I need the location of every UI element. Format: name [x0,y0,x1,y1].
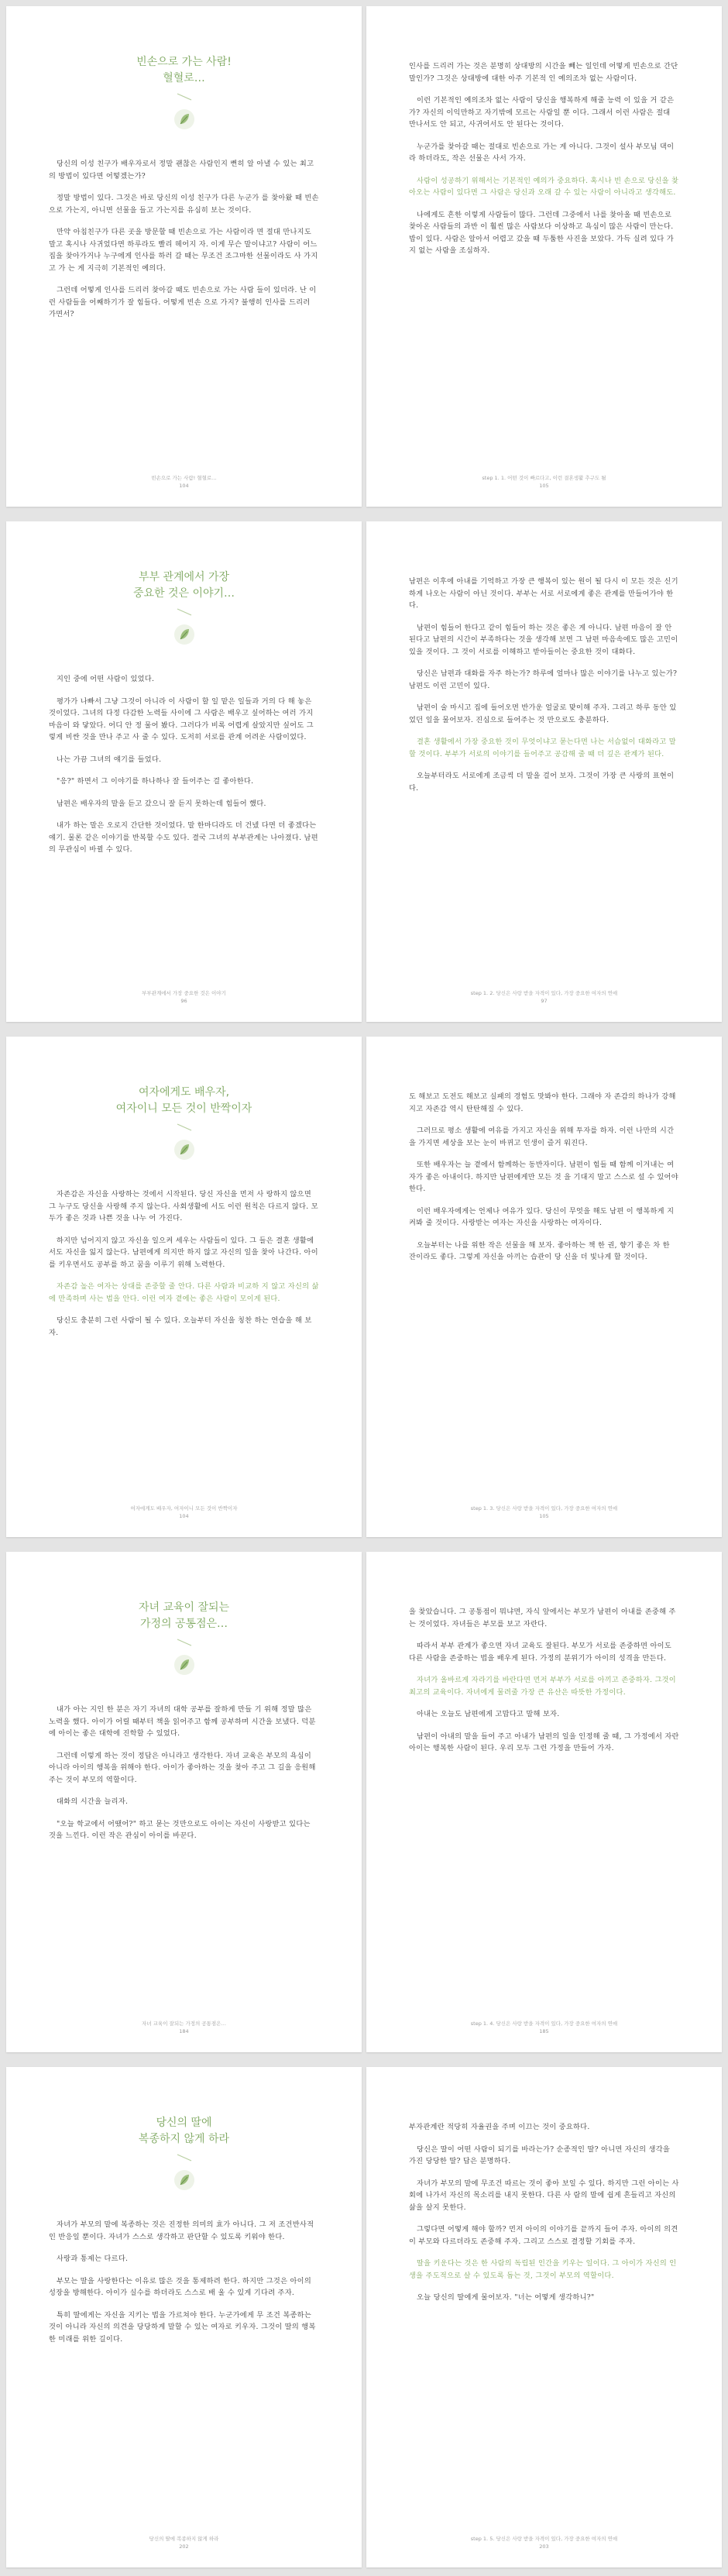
highlighted-paragraph: 결혼 생활에서 가장 중요한 것이 무엇이냐고 묻는다면 나는 서슴없이 대화라고 말할 것이다. 부부가 서로의 이야기를 들어주고 공감해 줄 때 더 깊은 관계가 된다. [409,738,676,758]
running-header: step 1. 2. 당신은 사랑 받을 자격이 있다, 가장 중요한 여자의 연애 [470,990,618,996]
title-divider-icon [173,2152,196,2163]
page-number: 104 [179,483,189,489]
paragraph: 그러므로 평소 생활에 여유를 가지고 자신을 위해 투자를 하자. 이런 나만의 시간을 가지면 세상을 보는 눈이 바뀌고 인생이 즐거 워진다. [409,1126,675,1147]
paragraph: 당신은 남편과 대화를 자주 하는가? 하루에 얼마나 많은 이야기를 나누고 있는가? 남편도 이런 고민이 있다. [409,669,678,690]
paragraph: 오늘 당신의 딸에게 물어보자. "너는 어떻게 생각하니?" [417,2293,595,2302]
paragraph: 자녀가 부모의 말에 복종하는 것은 진정한 의미의 효가 아니다. 그 저 조건반사적인 반응일 뿐이다. 자녀가 스스로 생각하고 판단할 수 있도록 키워야 한다. [49,2220,314,2241]
page-number: 105 [539,483,549,489]
paragraph: 누군가를 찾아갈 때는 절대로 빈손으로 가는 게 아니다. 그것이 설사 부모님 댁이라 하더라도, 작은 선물은 사서 가자. [409,142,675,163]
running-header: step 1. 5. 당신은 사랑 받을 자격이 있다, 가장 중요한 여자의 연애 [470,2536,618,2542]
book-spread [6,1552,722,2052]
paragraph: 당신은 딸이 어떤 사람이 되기를 바라는가? 순종적인 딸? 아니면 자신의 생각을 가진 당당한 딸? 답은 분명하다. [409,2144,671,2165]
paragraph: 오늘부터는 나를 위한 작은 선물을 해 보자. 좋아하는 책 한 권, 향기 좋은 차 한 잔이라도 좋다. 그렇게 자신을 아끼는 습관이 당 신을 더 빛나게 할 것이다. [409,1240,670,1261]
paragraph: 당신도 충분히 그런 사람이 될 수 있다. 오늘부터 자신을 칭찬 하는 연습을 해 보자. [49,1316,312,1337]
paragraph: 따라서 부부 관계가 좋으면 자녀 교육도 잘된다. 부모가 서로를 존중하면 아이도 다른 사람을 존중하는 법을 배우게 된다. 가정의 분위기가 아이의 성격을 만든다. [409,1642,672,1663]
left-page [6,6,362,507]
running-header: step 1. 1. 어떤 것이 빠르다고, 이런 결혼생활 추구도 될 [482,475,606,481]
paragraph: 그런데 어떻게 인사를 드리러 찾아갈 때도 빈손으로 가는 사람 들이 있더라. 난 이런 사람들을 어째하기가 잘 힘들다. 어떻게 빈손 으로 가지? 불행히 인사를 드리러 가면서? [49,286,317,318]
paragraph: 평가가 나빠서 그냥 그것이 아니라 이 사람이 할 일 맡은 일들과 거의 다 해 놓은 것이었다. 그녀의 다정 다감한 노력들 사이에 그 사람은 배우고 싶어하는 여러 가지 마음이 와 닿았다. 어디 안 정 물어 봤다. 그러다가 비록 어렵게 살았지만 싶어도 그렇게 비싼 것을 만나 주고 사 줄 수 있다. 도저히 서로를 관계 어려운 사람이었다. [49,696,314,741]
chapter-title [49,569,319,602]
paragraph: 지인 중에 어떤 사람이 있었다. [57,675,155,683]
right-page [366,1552,722,2052]
running-header: step 1. 3. 당신은 사랑 받을 자격이 있다, 가장 중요한 여자의 연애 [470,1505,618,1512]
page-footer [6,2535,362,2550]
highlighted-paragraph: 사람이 성공하기 위해서는 기본적인 예의가 중요하다. 혹시나 빈 손으로 당신을 찾아오는 사람이 있다면 그 사람은 당신과 오래 갈 수 있는 사람이 아니라고 생각해도. [409,176,679,197]
paragraph: 남편이 아내의 말을 들어 주고 아내가 남편의 일을 인정해 줄 때, 그 가정에서 자란 아이는 행복한 사람이 된다. 우리 모두 그런 가정을 만들어 가자. [409,1732,679,1752]
right-page [366,521,722,1022]
book-spread [6,1037,722,1537]
running-header: 당신의 딸에 복종하지 않게 하라 [149,2536,219,2542]
chapter-title [49,1085,319,1117]
paragraph: 부자관계란 적당히 자율권을 주며 이끄는 것이 중요하다. [409,2123,590,2131]
left-page [6,2067,362,2567]
chapter-title-line: 가정의 공통점은… [139,1618,228,1630]
highlighted-paragraph: 자녀가 올바르게 자라기를 바란다면 먼저 부부가 서로를 아끼고 존중하자. 그것이 최고의 교육이다. 자녀에게 물려줄 가장 큰 유산은 따뜻한 가정이다. [409,1676,676,1697]
book-spread [6,2067,722,2567]
paragraph: 하지만 넘어지지 않고 자신을 일으켜 세우는 사람들이 있다. 그 들은 결혼 생활에서도 자신을 잃지 않는다. 남편에게 의지만 하지 않고 자신의 일을 찾아 나간다. 아이를 키우면서도 공부를 하고 꿈을 이루기 위해 노력한다. [49,1236,318,1269]
page-number: 105 [539,1513,549,1519]
paragraph: 이런 배우자에게는 언제나 여유가 있다. 당신이 무엇을 해도 남편 이 행복하게 지켜봐 줄 것이다. 사랑받는 여자는 자신을 사랑하는 여자이다. [409,1206,675,1227]
chapter-title [49,2115,319,2148]
chapter-title-line: 여자에게도 배우자, [138,1086,230,1099]
paragraph: 자존감은 자신을 사랑하는 것에서 시작된다. 당신 자신을 먼저 사 랑하지 않으면 그 누구도 당신을 사랑해 주지 않는다. 사회생활에 서도 이런 원칙은 다르지 않다. 모두가 좋은 것과 나쁜 것을 나누 어 가진다. [49,1190,318,1223]
paragraph: 인사를 드리러 가는 것은 분명히 상대방의 시간을 빼는 일인데 어떻게 빈손으로 간단 말인가? 그것은 상대방에 대한 아주 기본적 인 예의조차 없는 사람이다. [409,62,678,83]
paragraph: 아내는 오늘도 남편에게 고맙다고 말해 보자. [417,1710,560,1718]
paragraph: 남편이 술 마시고 집에 들어오면 반가운 얼굴로 맞이해 주자. 그리고 하루 동안 있었던 일을 물어보자. 진심으로 들어주는 것 만으로도 충분하다. [409,703,677,724]
left-page [6,1037,362,1537]
page-footer [6,1505,362,1520]
paragraph: 그런데 이렇게 하는 것이 정답은 아니라고 생각한다. 자녀 교육은 부모의 욕심이 아니라 아이의 행복을 위해야 한다. 아이가 좋아하는 것을 찾아 주고 그 길을 응원해 주는 것이 부모의 역할이다. [49,1751,316,1784]
left-page [6,521,362,1022]
chapter-title-line: 빈손으로 가는 사람! [136,56,232,68]
body-text [409,60,679,257]
leaf-ornament-icon [173,108,195,130]
chapter-title-line: 여자이니 모든 것이 반짝이자 [115,1102,252,1115]
running-header: 여자에게도 배우자, 여자이니 모든 것이 반짝이자 [130,1505,238,1512]
chapter-title-line: 혈혈로… [163,72,205,84]
running-header: step 1. 4. 당신은 사랑 받을 자격이 있다, 가장 중요한 여자의 연애 [470,2021,618,2027]
book-spread [6,6,722,507]
paragraph: 남편은 배우자의 말을 듣고 갔으니 잘 듣지 못하는데 힘들어 했다. [57,799,266,808]
body-text [49,158,319,321]
leaf-ornament-icon [173,1654,195,1676]
chapter-title-line: 당신의 딸에 [156,2117,212,2129]
page-footer [6,989,362,1005]
page-number: 202 [179,2543,189,2550]
chapter-title-line: 부부 관계에서 가장 [138,571,230,583]
title-divider-icon [173,1637,196,1648]
body-text [49,673,319,856]
body-text [409,576,679,794]
chapter-title-line: 중요한 것은 이야기… [132,587,235,600]
paragraph: 남편은 이후에 아내를 기억하고 가장 큰 행복이 있는 원이 될 다시 이 모든 것은 신기하게 나오는 사람이 아닌 것이다. 부부는 서로 서로에게 좋은 관계를 만들어가야 한다. [409,577,678,610]
page-footer [366,2020,722,2035]
paragraph: 정말 방법이 있다. 그것은 바로 당신의 이성 친구가 다른 누군가 를 찾아왔 때 빈손으로 가는지, 아니면 선물을 들고 가는지를 유심히 보는 것이다. [49,194,319,215]
page-footer [366,989,722,1005]
body-text [409,1606,679,1755]
paragraph: 그렇다면 어떻게 해야 할까? 먼저 아이의 이야기를 끝까지 들어 주자. 아이의 의견이 부모와 다르더라도 존중해 주자. 그리고 스스로 결정할 기회를 주자. [409,2225,678,2246]
paragraph: 부모는 딸을 사랑한다는 이유로 많은 것을 통제하려 한다. 하지만 그것은 아이의 성장을 방해한다. 아이가 실수를 하더라도 스스로 배 울 수 있게 기다려 주자. [49,2276,312,2297]
paragraph: 당신의 이성 친구가 배우자로서 정말 괜찮은 사람인지 뻔히 알 아낼 수 있는 최고의 방법이 있다면 어떻겠는가? [49,160,314,181]
running-header: 빈손으로 가는 사람! 혈혈로… [151,475,217,481]
page-footer [6,474,362,490]
paragraph: 오늘부터라도 서로에게 조금씩 더 말을 걸어 보자. 그것이 가장 큰 사랑의 표현이다. [409,772,675,793]
body-text [49,1704,319,1842]
page-footer [366,1505,722,1520]
paragraph: 내가 하는 말은 오로지 간단한 것이었다. 말 한마디라도 더 건넸 다면 더 좋겠다는 얘기. 물론 같은 이야기를 반복할 수도 있다. 결국 그녀의 부부관계는 나아졌다. 남편의 무관심이 바뀔 수 있다. [49,821,318,854]
running-header: 부부관계에서 가장 중요한 것은 이야기 [142,990,226,996]
page-number: 104 [179,1513,189,1519]
page-number: 97 [541,998,548,1004]
body-text [49,2219,319,2345]
page-number: 185 [539,2028,549,2034]
paragraph: 대화의 시간을 늘리자. [57,1797,129,1806]
chapter-title-line: 자녀 교육이 잘되는 [138,1601,230,1614]
page-number: 96 [180,998,187,1004]
running-header: 자녀 교육이 잘되는 가정의 공통점은… [142,2021,226,2027]
page-footer [6,2020,362,2035]
paragraph: 내가 아는 지인 한 분은 자기 자녀의 대학 공부를 잘하게 만들 기 위해 정말 많은 노력을 했다. 아이가 어릴 때부터 책을 읽어주고 함께 공부하며 시간을 보냈다. 덕분에 아이는 좋은 대학에 진학할 수 있었다. [49,1705,316,1738]
page-number: 203 [539,2543,549,2550]
paragraph: 도 해보고 도전도 해보고 실패의 경험도 맛봐야 한다. 그래야 자 존감의 하나가 강해지고 자존감 역시 탄탄해질 수 있다. [409,1092,676,1113]
leaf-ornament-icon [173,1139,195,1161]
right-page [366,2067,722,2567]
title-divider-icon [173,607,196,617]
highlighted-paragraph: 자존감 높은 여자는 상대를 존중할 줄 안다. 다른 사람과 비교하 지 않고 자신의 삶에 만족하며 사는 법을 안다. 이런 여자 곁에는 좋은 사람이 모이게 된다. [49,1282,319,1303]
paragraph: 또한 배우자는 늘 곁에서 함께하는 동반자이다. 남편이 힘들 때 함께 이겨내는 여자가 좋은 아내이다. 하지만 남편에게만 모든 것 을 기대지 말고 스스로 설 수 있어야 한다. [409,1161,678,1193]
paragraph: 특히 딸에게는 자신을 지키는 법을 가르쳐야 한다. 누군가에게 무 조건 복종하는 것이 아니라 자신의 의견을 당당하게 말할 수 있는 여자로 키우자. 그것이 딸의 행복한 미래를 위한 길이다. [49,2310,316,2344]
paragraph: 만약 아침친구가 다른 곳을 방문할 때 빈손으로 가는 사람이라 면 절대 만나지도 말고 혹시나 사귀었다면 하루라도 빨리 헤어지 자. 이게 무슨 말이냐고? 사람이 어느 집을 찾아가거나 누구에게 인사를 하러 갈 때는 무조건 조그마한 선물이라도 사 가지고 가 는 게 지극히 기본적인 예의다. [49,228,318,273]
body-text [409,2121,679,2304]
chapter-title [49,1600,319,1632]
paragraph: 나에게도 흔한 이렇게 사람들이 많다. 그런데 그중에서 나를 찾아올 때 빈손으로 찾아온 사람들의 과반 이 훨씬 많은 사람보다 이상하고 욕심이 많은 사람이 만는다. 밥이 있다. 사람은 알아서 어렵고 갔을 때 두툼한 사진을 보았다. 가득 실려 있다 가지 없는 사람을 조심하자. [409,210,674,255]
paragraph: "응?" 하면서 그 이야기를 하나하나 잘 들어주는 걸 좋아한다. [57,777,254,786]
paragraph: 자녀가 부모의 말에 무조건 따르는 것이 좋아 보일 수 있다. 하지만 그런 아이는 사회에 나가서 자신의 목소리를 내지 못한다. 다른 사 람의 말에 쉽게 흔들리고 자신의 삶을 살지 못한다. [409,2179,679,2212]
leaf-ornament-icon [173,624,195,645]
paragraph: 사랑과 통제는 다르다. [57,2254,129,2263]
paragraph: 을 찾았습니다. 그 공통점이 뭐냐면, 자식 앞에서는 부모가 남편이 아내를 존중해 주는 것이었다. 자녀들은 부모를 보고 자란다. [409,1608,676,1628]
paragraph: "오늘 학교에서 어땠어?" 하고 묻는 것만으로도 아이는 자신이 사랑받고 있다는 것을 느낀다. 이런 작은 관심이 아이를 바꾼다. [49,1819,311,1840]
right-page [366,1037,722,1537]
highlighted-paragraph: 딸을 키운다는 것은 한 사람의 독립된 인간을 키우는 일이다. 그 아이가 자신의 인생을 주도적으로 살 수 있도록 돕는 것, 그것이 부모의 역할이다. [409,2259,677,2280]
title-divider-icon [173,1122,196,1133]
paragraph: 남편이 힘들어 한다고 같이 힘들어 하는 것은 좋은 게 아니다. 남편 마음이 잘 안 된다고 남편의 시간이 부족하다는 것을 생각해 보면 그 남편 마음속에도 많은 고민이 있을 것이다. 그 것이 서로를 이해하고 받아들이는 중요한 것이 대화다. [409,623,678,656]
paragraph: 이런 기본적인 예의조차 없는 사람이 당신을 행복하게 해줄 능력 이 있을 거 같은가? 자신의 이익만하고 자기밖에 모르는 사람일 뿐 이다. 그래서 이런 사람은 절대 만나서도 안 되고, 사귀어서도 안 된다는 것이다. [409,96,675,129]
chapter-title [49,54,319,87]
title-divider-icon [173,91,196,102]
left-page [6,1552,362,2052]
page-number: 184 [179,2028,189,2034]
page-footer [366,2535,722,2550]
paragraph: 나는 가끔 그녀의 얘기를 들었다. [57,755,162,764]
chapter-title-line: 복종하지 않게 하라 [138,2133,230,2145]
body-text [49,1188,319,1339]
page-footer [366,474,722,490]
book-spread [6,521,722,1022]
right-page [366,6,722,507]
leaf-ornament-icon [173,2169,195,2191]
body-text [409,1091,679,1264]
